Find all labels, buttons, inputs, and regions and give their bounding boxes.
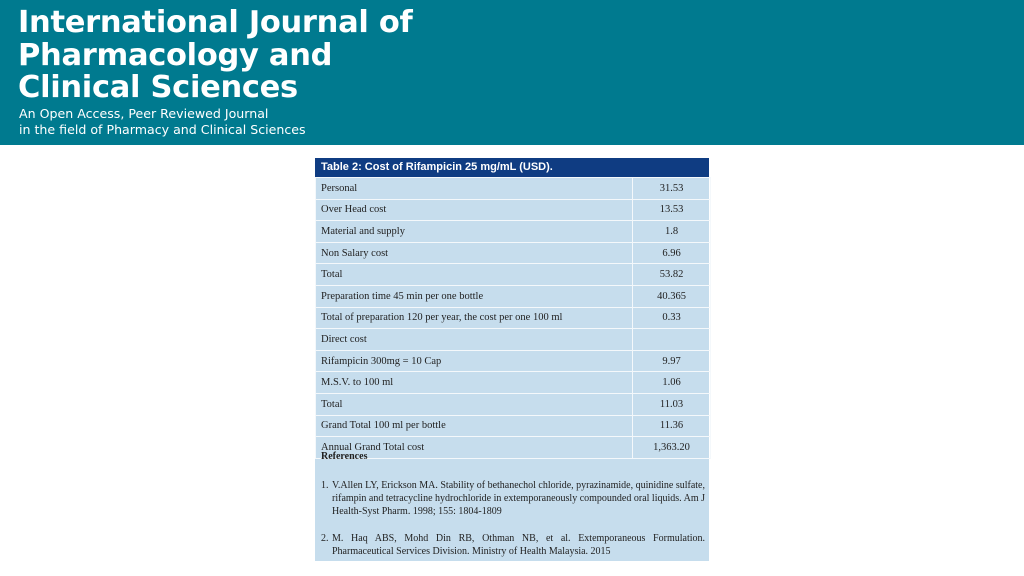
journal-title-line-1: International Journal of (18, 5, 413, 40)
journal-banner (0, 0, 1024, 145)
row-value: 9.97 (633, 350, 711, 372)
row-label: Over Head cost (316, 199, 633, 221)
row-value: 11.36 (633, 415, 711, 437)
references-section (321, 450, 705, 572)
reference-text: M. Haq ABS, Mohd Din RB, Othman NB, et al. Extemporaneous Formulation. Pharmaceutical Services Division. Ministry of Health Malaysia. 2015 (332, 533, 705, 557)
cost-table (315, 177, 711, 459)
table-row (316, 178, 711, 200)
row-value: 0.33 (633, 307, 711, 329)
journal-title (18, 7, 412, 105)
row-label: M.S.V. to 100 ml (316, 372, 633, 394)
cost-table-panel (315, 158, 709, 561)
row-label: Material and supply (316, 221, 633, 243)
journal-title-line-3: Clinical Sciences (18, 70, 298, 105)
references-heading: References (321, 451, 368, 462)
row-value: 6.96 (633, 242, 711, 264)
row-label: Preparation time 45 min per one bottle (316, 285, 633, 307)
table-row (316, 242, 711, 264)
row-value: 1.8 (633, 221, 711, 243)
table-row (316, 393, 711, 415)
journal-subtitle (19, 106, 306, 138)
row-value: 13.53 (633, 199, 711, 221)
row-label: Total (316, 264, 633, 286)
row-label: Direct cost (316, 329, 633, 351)
reference-text: V.Allen LY, Erickson MA. Stability of bethanechol chloride, pyrazinamide, quinidine sulfate, rifampin and tetracycline hydrochloride in extemporaneously compounded oral liquids. Am J Health-Syst Pharm. 1998; 155: 1804-1809 (332, 480, 705, 517)
row-label: Non Salary cost (316, 242, 633, 264)
table-row (316, 329, 711, 351)
table-title: Table 2: Cost of Rifampicin 25 mg/mL (USD). (315, 158, 709, 177)
table-row (316, 221, 711, 243)
row-label: Rifampicin 300mg = 10 Cap (316, 350, 633, 372)
table-row (316, 307, 711, 329)
row-value: 11.03 (633, 393, 711, 415)
table-row (316, 415, 711, 437)
row-value: 40.365 (633, 285, 711, 307)
row-label: Total of preparation 120 per year, the cost per one 100 ml (316, 307, 633, 329)
journal-subtitle-line-1: An Open Access, Peer Reviewed Journal (19, 106, 269, 121)
journal-subtitle-line-2: in the field of Pharmacy and Clinical Sciences (19, 122, 306, 137)
reference-item (321, 532, 705, 558)
reference-number: 2. (321, 533, 329, 544)
row-value (633, 329, 711, 351)
reference-item (321, 479, 705, 518)
row-label: Total (316, 393, 633, 415)
table-row (316, 199, 711, 221)
row-label: Grand Total 100 ml per bottle (316, 415, 633, 437)
table-row (316, 285, 711, 307)
table-row (316, 264, 711, 286)
reference-number: 1. (321, 480, 329, 491)
table-row (316, 350, 711, 372)
journal-title-line-2: Pharmacology and (18, 37, 333, 73)
table-row (316, 372, 711, 394)
row-value: 1,363.20 (633, 437, 711, 459)
row-label: Annual Grand Total cost (316, 437, 633, 459)
row-value: 53.82 (633, 264, 711, 286)
row-value: 31.53 (633, 178, 711, 200)
row-value: 1.06 (633, 372, 711, 394)
row-label: Personal (316, 178, 633, 200)
